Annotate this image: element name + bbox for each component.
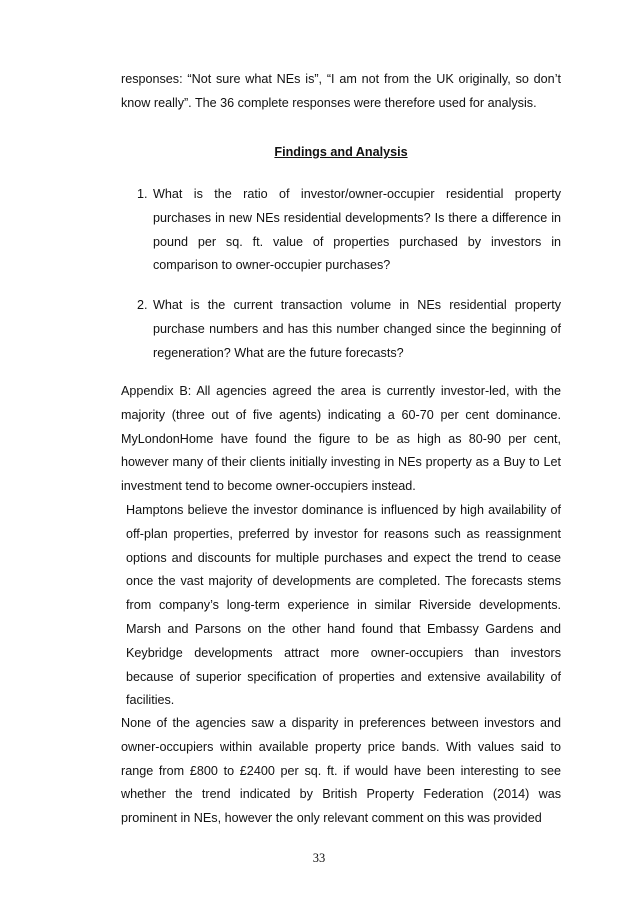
question-number: 1.	[137, 187, 148, 201]
question-text: What is the current transaction volume in NEs residential property purchase numbers and has this number changed since the beginning of regeneration? What are the future forecasts?	[153, 298, 561, 360]
question-list-2	[121, 294, 561, 365]
question-item-1	[121, 183, 561, 278]
question-item-2	[121, 294, 561, 365]
intro-paragraph: responses: “Not sure what NEs is”, “I am not from the UK originally, so don’t know really”. The 36 complete responses were therefore used for analysis.	[121, 72, 561, 110]
appendix-paragraph-part-2: Hamptons believe the investor dominance is influenced by high availability of off-plan properties, preferred by investor for reasons such as reassignment options and discounts for multiple purchases and expect the trend to cease once the vast majority of developments are completed. The forecasts stems from company’s long-term experience in similar Riverside developments. Marsh and Parsons on the other hand found that Embassy Gardens and Keybridge developments attract more owner-occupiers than investors because of superior specification of properties and extensive availability of facilities.	[126, 502, 561, 708]
appendix-paragraph-part-1: Appendix B: All agencies agreed the area is currently investor-led, with the majority (three out of five agents) indicating a 60-70 per cent dominance. MyLondonHome have found the figure to be as high as 80-90 per cent, however many of their clients initially investing in NEs property as a Buy to Let investment tend to become owner-occupiers instead.	[121, 384, 561, 494]
appendix-paragraph	[121, 380, 561, 713]
page-number: 33	[312, 851, 326, 865]
question-number: 2.	[137, 298, 148, 312]
price-band-paragraph: None of the agencies saw a disparity in preferences between investors and owner-occupiers within available property price bands. With values said to range from £800 to £2400 per sq. ft. if would have been interesting to see whether the trend indicated by British Property Federation (2014) was prominent in NEs, however the only relevant comment on this was provided	[121, 716, 561, 826]
question-list-1	[121, 183, 561, 278]
section-heading: Findings and Analysis	[274, 145, 408, 159]
question-text: What is the ratio of investor/owner-occupier residential property purchases in new NEs residential developments? Is there a difference in pound per sq. ft. value of properties purchased by investors in comparison to owner-occupier purchases?	[153, 187, 561, 273]
